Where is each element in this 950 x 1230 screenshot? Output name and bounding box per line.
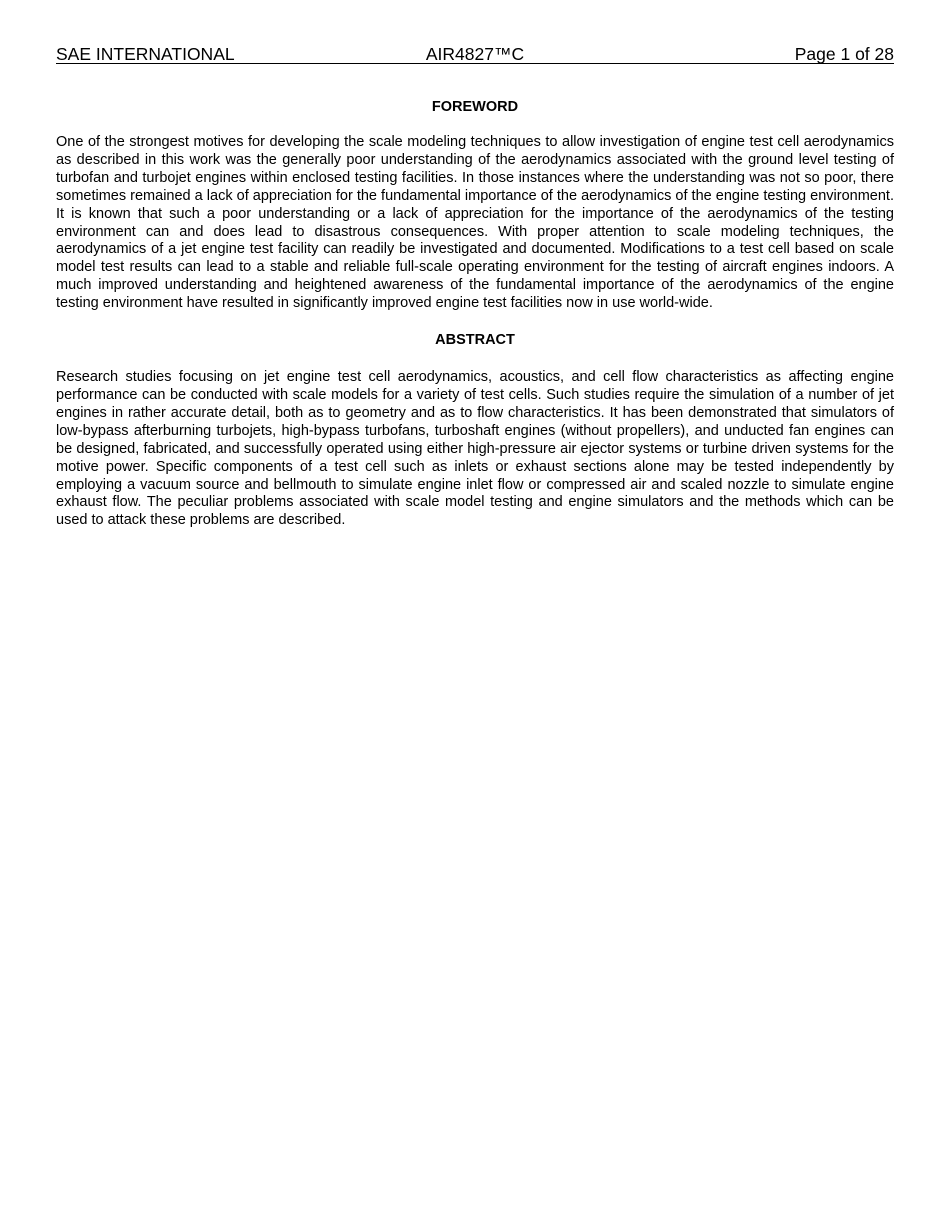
document-page [56, 0, 894, 530]
page-header [56, 0, 894, 64]
abstract-paragraph: Research studies focusing on jet engine test cell aerodynamics, acoustics, and cell flow characteristics as affecting engine performance can be conducted with scale models for a variety of test cells. Such studies require the simulation of a number of jet engines in rather accurate detail, both as to geometry and as to flow characteristics. It has been demonstrated that simulators of low-bypass afterburning turbojets, high-bypass turbofans, turboshaft engines (without propellers), and unducted fan engines can be designed, fabricated, and successfully operated using either high-pressure air ejector systems or turbine driven systems for the motive power. Specific components of a test cell such as inlets or exhaust sections alone may be tested independently by employing a vacuum source and bellmouth to simulate engine inlet flow or compressed air and scaled nozzle to simulate engine exhaust flow. The peculiar problems associated with scale model testing and engine simulators and the methods which can be used to attack these problems are described. [56, 369, 894, 529]
abstract-heading: ABSTRACT [435, 332, 515, 349]
header-organization: SAE INTERNATIONAL [56, 44, 235, 64]
foreword-heading: FOREWORD [431, 99, 519, 115]
header-document-id: AIR4827™C [425, 44, 525, 64]
header-page-number: Page 1 of 28 [794, 44, 894, 64]
foreword-paragraph: One of the strongest motives for developing the scale modeling techniques to allow investigation of engine test cell aerodynamics as described in this work was the generally poor understanding of the aerodynamics associated with the ground level testing of turbofan and turbojet engines within enclosed testing facilities. In those instances where the understanding was not so poor, there sometimes remained a lack of appreciation for the fundamental importance of the aerodynamics of the engine testing environment. It is known that such a poor understanding or a lack of appreciation for the importance of the aerodynamics of the testing environment can and does lead to disastrous consequences. With proper attention to scale modeling techniques, the aerodynamics of a jet engine test facility can readily be investigated and documented. Modifications to a test cell based on scale model test results can lead to a stable and reliable full-scale operating environment for the testing of aircraft engines indoors. A much improved understanding and heightened awareness of the fundamental importance of the aerodynamics of the engine testing environment have resulted in significantly improved engine test facilities now in use world-wide. [56, 134, 894, 312]
